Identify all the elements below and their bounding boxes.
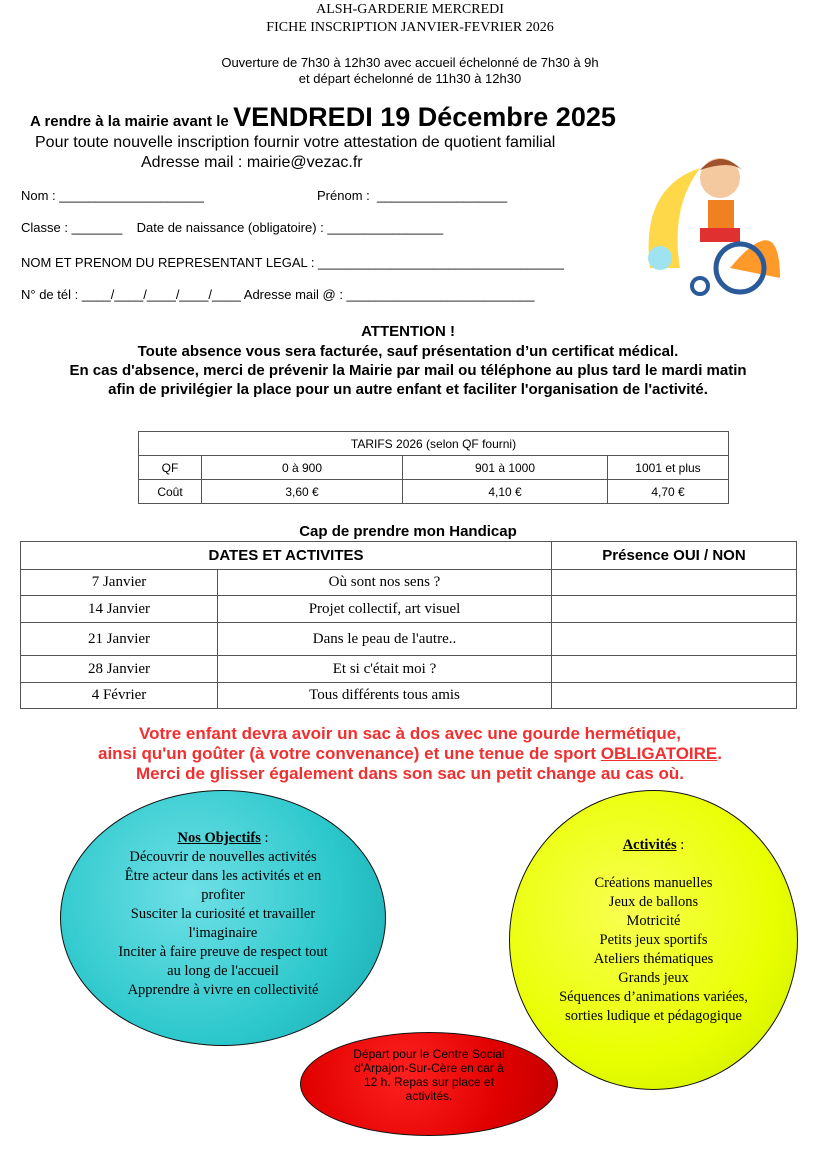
program-title: Cap de prendre mon Handicap [299,523,517,540]
presence-cell[interactable] [552,656,797,683]
activites-item: Séquences d’animations variées, sorties ludique et pédagogique [559,989,748,1024]
reminder-line-3: Merci de glisser également dans son sac un petit change au cas où. [136,764,684,783]
price: 3,60 € [202,480,403,504]
activity-row [21,570,797,596]
attention-line-2: En cas d'absence, merci de prévenir la Mairie par mail ou téléphone au plus tard le mardi matin [69,362,747,379]
activites-item: Créations manuelles [594,875,713,891]
reminder-line-2 [0,744,820,764]
header-title: ALSH-GARDERIE MERCREDI [316,2,504,17]
activites-item: Grands jeux [618,970,689,986]
objectifs-item: Apprendre à vivre en collectivité [127,982,319,998]
qf-bracket: 0 à 900 [202,456,403,480]
activity-name: Où sont nos sens ? [218,570,552,596]
nom-field[interactable]: Nom : ____________________ [21,188,204,203]
activity-date: 4 Février [21,683,218,709]
activity-date: 7 Janvier [21,570,218,596]
reminder-line-1: Votre enfant devra avoir un sac à dos avec une gourde hermétique, [139,724,681,743]
activites-item: Petits jeux sportifs [599,932,708,948]
activity-name: Dans le peau de l'autre.. [218,623,552,656]
activites-item: Ateliers thématiques [593,951,714,967]
objectifs-item: Être acteur dans les activités et en profiter [124,868,322,903]
child-wheelchair-illustration [630,148,790,303]
tarifs-title: TARIFS 2026 (selon QF fourni) [139,432,729,456]
cout-label: Coût [139,480,202,504]
qf-bracket: 901 à 1000 [403,456,608,480]
dates-activities-header: DATES ET ACTIVITES [21,542,552,570]
departure-ellipse [300,1032,558,1136]
activities-circle [509,790,798,1090]
activity-row [21,596,797,623]
departure-text: Départ pour le Centre Social d'Arpajon-Sur-Cère en car à 12 h. Repas sur place et activités. [353,1047,505,1103]
classe-birthdate-fields[interactable]: Classe : _______ Date de naissance (obligatoire) : ________________ [21,220,444,235]
qf-bracket: 1001 et plus [608,456,729,480]
price: 4,10 € [403,480,608,504]
qf-label: QF [139,456,202,480]
header-subtitle: FICHE INSCRIPTION JANVIER-FEVRIER 2026 [266,20,554,35]
price: 4,70 € [608,480,729,504]
phone-email-fields[interactable]: N° de tél : ____/____/____/____/____ Adresse mail @ : __________________________ [21,287,535,302]
obligatoire-text: OBLIGATOIRE [600,744,718,763]
activites-item: Jeux de ballons [608,894,699,910]
presence-header: Présence OUI / NON [552,542,797,570]
hours-line-1: Ouverture de 7h30 à 12h30 avec accueil échelonné de 7h30 à 9h [221,55,599,70]
activity-row [21,623,797,656]
attention-line-1: Toute absence vous sera facturée, sauf présentation d’un certificat médical. [137,343,679,360]
presence-cell[interactable] [552,596,797,623]
activity-date: 14 Janvier [21,596,218,623]
legal-representative-field[interactable]: NOM ET PRENOM DU REPRESENTANT LEGAL : __________________________________ [21,255,564,270]
activity-date: 28 Janvier [21,656,218,683]
objectifs-item: Inciter à faire preuve de respect tout au long de l'accueil [118,944,328,979]
presence-cell[interactable] [552,570,797,596]
activity-name: Projet collectif, art visuel [218,596,552,623]
activity-row [21,656,797,683]
objectifs-item: Susciter la curiosité et travailler l'imaginaire [130,906,316,941]
deadline [30,102,616,133]
activity-name: Et si c'était moi ? [218,656,552,683]
deadline-prefix: A rendre à la mairie avant le [30,113,229,130]
mairie-email: Adresse mail : mairie@vezac.fr [141,154,363,171]
activities-table [20,541,797,709]
attention-line-3: afin de privilégier la place pour un autre enfant et faciliter l'organisation de l'activité. [108,381,708,398]
activity-name: Tous différents tous amis [218,683,552,709]
presence-cell[interactable] [552,623,797,656]
objectifs-item: Découvrir de nouvelles activités [129,849,317,865]
hours-line-2: et départ échelonné de 11h30 à 12h30 [298,71,522,86]
objectives-ellipse [60,790,386,1046]
activity-date: 21 Janvier [21,623,218,656]
reminder-punct: . [717,744,723,763]
activities-title: Activités : [622,837,685,853]
attention-heading: ATTENTION ! [361,323,455,340]
activity-row [21,683,797,709]
activites-item: Motricité [626,913,681,929]
prenom-field[interactable]: Prénom : __________________ [317,188,508,203]
objectives-title: Nos Objectifs : [177,830,269,846]
tarifs-table [138,431,729,504]
deadline-date: VENDREDI 19 Décembre 2025 [233,102,616,132]
qf-notice: Pour toute nouvelle inscription fournir votre attestation de quotient familial [35,134,556,151]
presence-cell[interactable] [552,683,797,709]
reminder-text: ainsi qu'un goûter (à votre convenance) et une tenue de sport [97,744,601,763]
